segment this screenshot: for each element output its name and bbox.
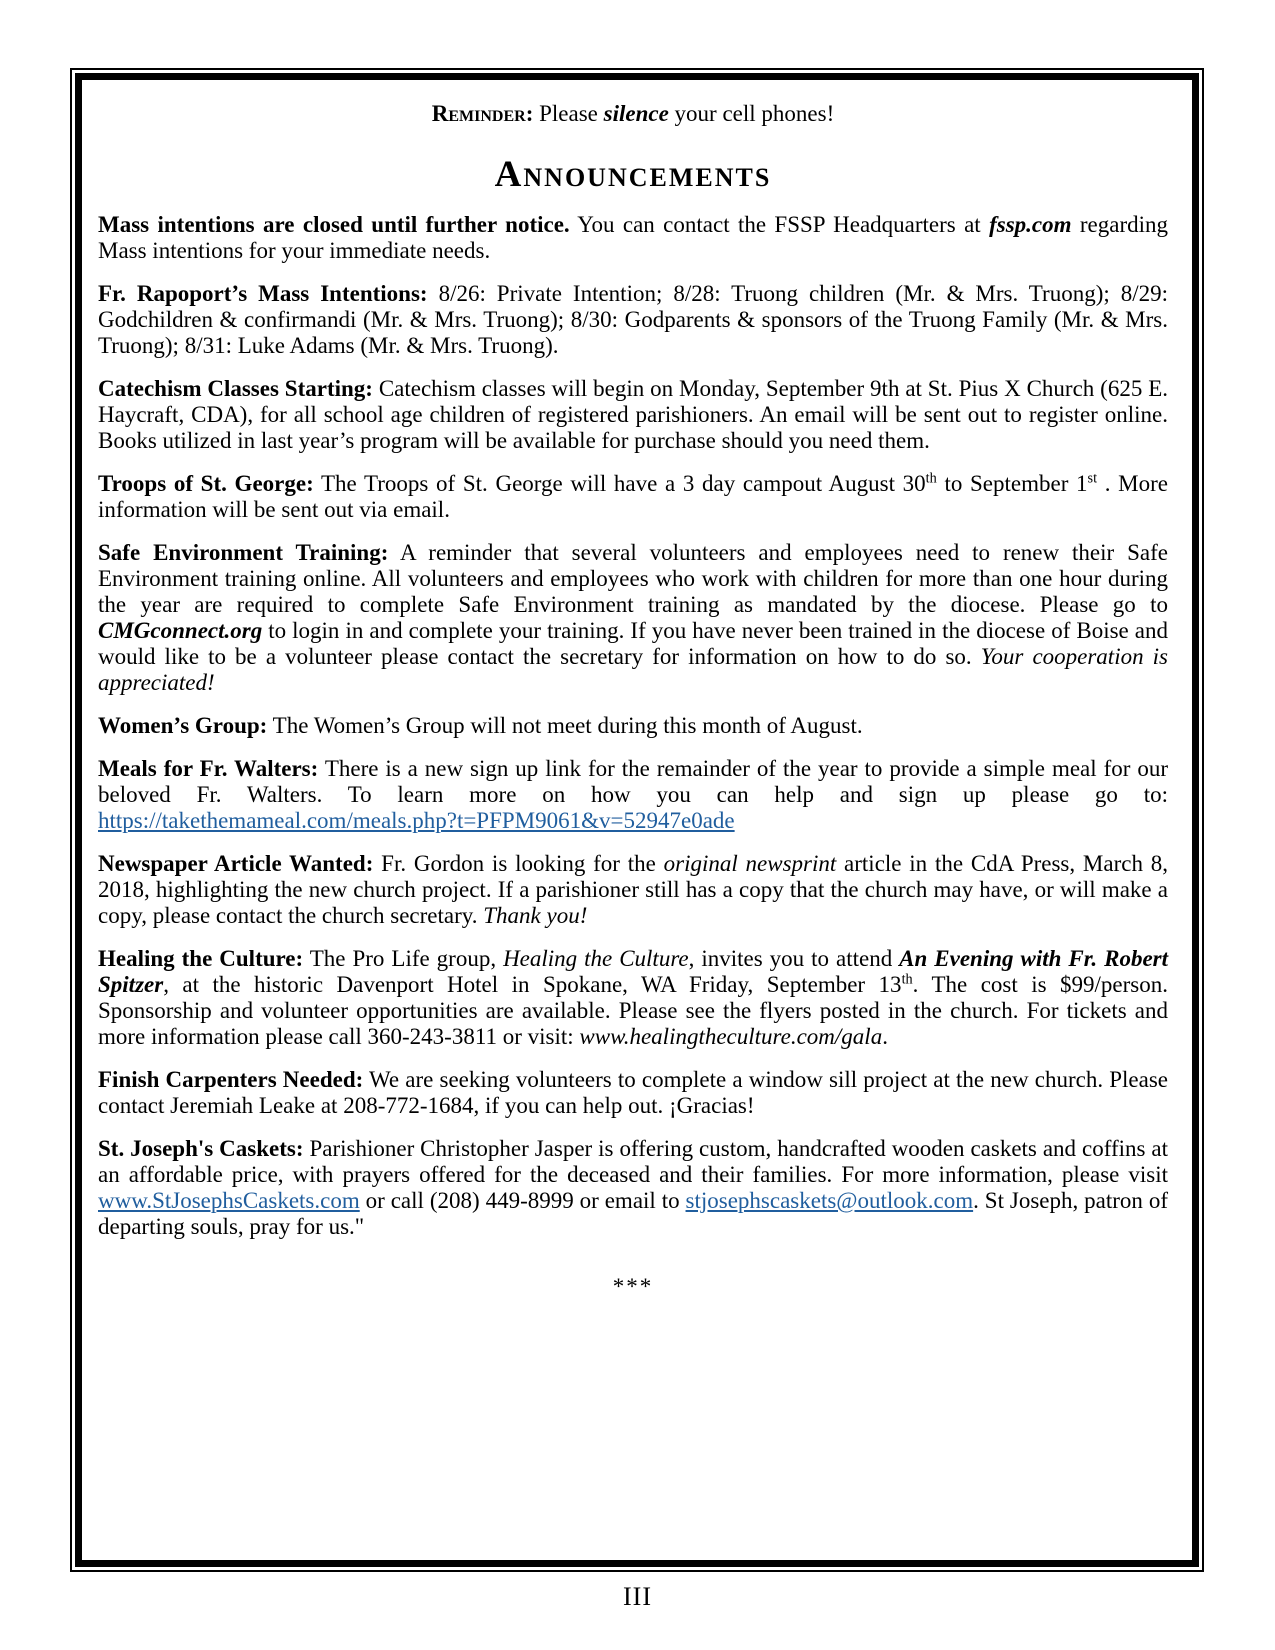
hyperlink[interactable]: https://takethemameal.com/meals.php?t=PFPM9061&v=52947e0ade bbox=[98, 808, 735, 833]
announcement-troops-of-st-george bbox=[98, 471, 1168, 523]
text-run: Finish Carpenters Needed: bbox=[98, 1067, 364, 1092]
text-run: . bbox=[882, 1024, 888, 1049]
page-border-frame bbox=[70, 68, 1204, 1572]
text-run: Your cooperation is appreciated! bbox=[98, 644, 1168, 695]
text-run: An Evening with Fr. Robert Spitzer bbox=[98, 946, 1168, 997]
superscript-text: th bbox=[925, 470, 937, 487]
text-run: regarding Mass intentions for your immediate needs. bbox=[98, 212, 1168, 263]
cell-phone-reminder bbox=[98, 100, 1168, 127]
text-run: The Pro Life group, bbox=[303, 946, 504, 971]
announcement-womens-group bbox=[98, 713, 1168, 739]
text-run: fssp.com bbox=[989, 212, 1072, 237]
text-run: 8/26: Private Intention; 8/28: Truong children (Mr. & Mrs. Truong); 8/29: Godchildren & confirmandi (Mr. & Mrs. Truong); 8/30: Godparents & sponsors of the Truong Family (Mr. & Mrs. Truong); 8/31: Luke Adams (Mr. & Mrs. Truong). bbox=[98, 281, 1168, 358]
text-run: Fr. Gordon is looking for the bbox=[373, 851, 664, 876]
text-run: A reminder that several volunteers and employees need to renew their Safe Environment training online. All volunteers and employees who work with children for more than one hour during the year are required to complete Safe Environment training as mandated by the diocese. Please go to bbox=[98, 540, 1168, 617]
text-run: Newspaper Article Wanted: bbox=[98, 851, 374, 876]
announcement-catechism-classes-starting bbox=[98, 376, 1168, 454]
text-run: Meals for Fr. Walters: bbox=[98, 756, 319, 781]
text-run: Thank you! bbox=[483, 903, 588, 928]
announcement-st-josephs-caskets bbox=[98, 1136, 1168, 1240]
text-run: St. Joseph's Caskets: bbox=[98, 1136, 304, 1161]
text-run: CMGconnect.org bbox=[98, 618, 263, 643]
text-run: to login in and complete your training. If you have never been trained in the diocese of Boise and would like to be a volunteer please contact the secretary for information on how to do so. bbox=[98, 618, 1168, 669]
text-run: article in the CdA Press, March 8, 2018, highlighting the new church project. If a parishioner still has a copy that the church may have, or will make a copy, please contact the church secretary. bbox=[98, 851, 1168, 928]
text-run: . St Joseph, patron of departing souls, pray for us." bbox=[98, 1188, 1168, 1239]
announcements-content bbox=[82, 80, 1192, 1312]
text-run: You can contact the FSSP Headquarters at bbox=[569, 212, 990, 237]
text-run: , at the historic Davenport Hotel in Spokane, WA Friday, September 13 bbox=[163, 972, 902, 997]
text-run: There is a new sign up link for the remainder of the year to provide a simple meal for our beloved Fr. Walters. To learn more on how you can help and sign up please go to: bbox=[98, 756, 1168, 807]
text-run: Troops of St. George: bbox=[98, 471, 314, 496]
text-run: original newsprint bbox=[663, 851, 837, 876]
text-run: silence bbox=[603, 101, 669, 126]
text-run: Parishioner Christopher Jasper is offering custom, handcrafted wooden caskets and coffins at an affordable price, with prayers offered for the deceased and their families. For more information, please visit bbox=[98, 1136, 1168, 1187]
text-run: Reminder: bbox=[431, 101, 534, 126]
text-run: The Troops of St. George will have a 3 day campout August 30 bbox=[313, 471, 926, 496]
text-run: , invites you to attend bbox=[688, 946, 900, 971]
text-run: Fr. Rapoport’s Mass Intentions: bbox=[98, 281, 428, 306]
text-run: Mass intentions are closed until further notice. bbox=[98, 212, 570, 237]
text-run: Women’s Group: bbox=[98, 713, 268, 738]
announcement-safe-environment-training bbox=[98, 540, 1168, 696]
announcement-mass-intentions-closed bbox=[98, 212, 1168, 264]
text-run: Catechism classes will begin on Monday, September 9th at St. Pius X Church (625 E. Haycraft, CDA), for all school age children of registered parishioners. An email will be sent out to register online. Books utilized in last year’s program will be available for purchase should you need them. bbox=[98, 376, 1168, 453]
announcement-fr-rapoport-mass-intentions bbox=[98, 281, 1168, 359]
page-border-inner bbox=[75, 73, 1199, 1567]
page-number: III bbox=[623, 1582, 652, 1611]
text-run: Please bbox=[533, 101, 604, 126]
superscript-text: th bbox=[901, 971, 913, 988]
hyperlink[interactable]: www.StJosephsCaskets.com bbox=[98, 1188, 360, 1213]
text-run: to September 1 bbox=[936, 471, 1088, 496]
announcement-finish-carpenters-needed bbox=[98, 1067, 1168, 1119]
text-run: your cell phones! bbox=[668, 101, 835, 126]
text-run: Safe Environment Training: bbox=[98, 540, 389, 565]
end-separator: *** bbox=[612, 1274, 654, 1299]
announcement-healing-the-culture bbox=[98, 946, 1168, 1050]
page-title: Announcements bbox=[494, 154, 772, 195]
text-run: Healing the Culture: bbox=[98, 946, 304, 971]
text-run: . The cost is $99/person. Sponsorship and volunteer opportunities are available. Please see the flyers posted in the church. For tickets and more information please call 360-243-3811 or visit: bbox=[98, 972, 1168, 1049]
text-run: Catechism Classes Starting: bbox=[98, 376, 373, 401]
text-run: or call (208) 449-8999 or email to bbox=[359, 1188, 686, 1213]
text-run: The Women’s Group will not meet during this month of August. bbox=[267, 713, 863, 738]
hyperlink[interactable]: stjosephscaskets@outlook.com bbox=[685, 1188, 974, 1213]
superscript-text: st bbox=[1087, 470, 1098, 487]
text-run: We are seeking volunteers to complete a window sill project at the new church. Please contact Jeremiah Leake at 208-772-1684, if you can help out. ¡Gracias! bbox=[98, 1067, 1168, 1118]
announcement-newspaper-article-wanted bbox=[98, 851, 1168, 929]
text-run: www.healingtheculture.com/gala bbox=[579, 1024, 883, 1049]
text-run: Healing the Culture bbox=[503, 946, 689, 971]
announcement-meals-for-fr-walters bbox=[98, 756, 1168, 834]
text-run: . More information will be sent out via email. bbox=[98, 471, 1168, 522]
